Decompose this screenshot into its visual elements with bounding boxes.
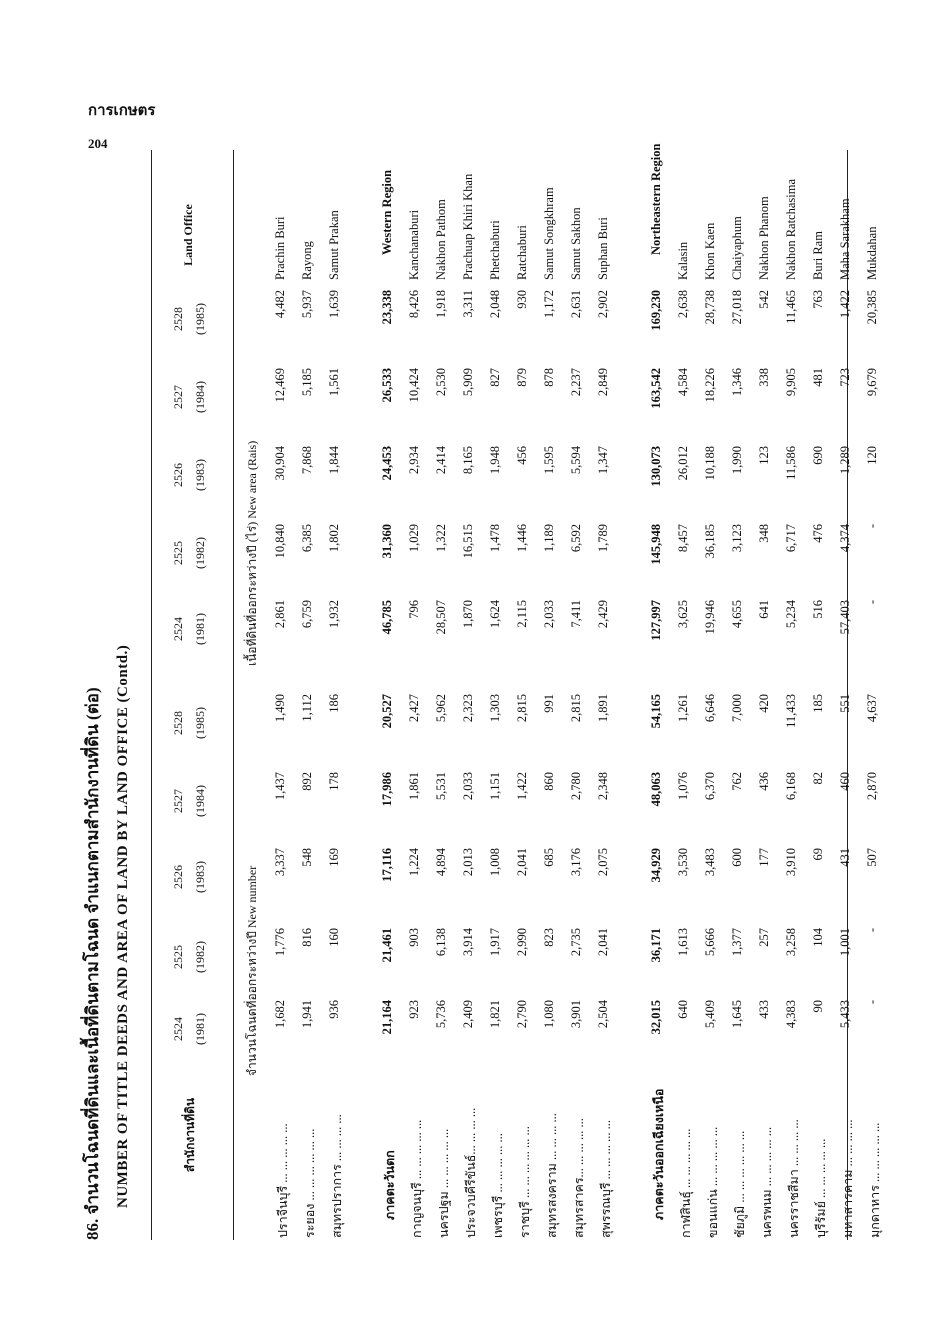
cell-number: 2,075 (596, 848, 610, 877)
cell-number: 3,910 (784, 848, 798, 877)
cell-area: 930 (515, 290, 529, 309)
cell-number: 5,962 (434, 694, 448, 723)
cell-area: 2,631 (569, 290, 583, 319)
cell-number: 1,821 (488, 1000, 502, 1029)
cell-area: 763 (811, 290, 825, 309)
cell-area: 46,785 (380, 600, 394, 635)
cell-area: 9,679 (865, 368, 879, 397)
cell-number: 257 (757, 928, 771, 947)
cell-area: 6,385 (300, 524, 314, 553)
cell-number: 2,013 (461, 848, 475, 877)
cell-number: - (865, 1000, 879, 1005)
cell-number: 860 (542, 772, 556, 791)
row-label-office: Nakhon Phanom (757, 196, 771, 280)
cell-area: 1,789 (596, 524, 610, 553)
cell-area: - (865, 600, 879, 605)
cell-area: 2,849 (596, 368, 610, 397)
cell-number: 1,377 (730, 928, 744, 957)
cell-number: 2,990 (515, 928, 529, 957)
cell-area: 18,226 (703, 368, 717, 403)
row-label-office: Northeastern Region (649, 143, 663, 255)
left-header: สำนักงานที่ดิน (183, 1097, 197, 1173)
cell-number: 36,171 (649, 928, 663, 963)
cell-number: 431 (838, 848, 852, 867)
cell-number: 1,941 (300, 1000, 314, 1029)
cell-area: 1,347 (596, 446, 610, 475)
cell-area: 8,457 (676, 524, 690, 553)
cell-number: 936 (327, 1000, 341, 1019)
year-header-ad: (1983) (193, 861, 207, 893)
cell-number: 1,303 (488, 694, 502, 723)
cell-number: 1,645 (730, 1000, 744, 1029)
cell-number: 685 (542, 848, 556, 867)
row-label-thai: นครปฐม ... ... ... ... ... (437, 1128, 451, 1238)
cell-area: 1,624 (488, 600, 502, 629)
cell-number: 185 (811, 694, 825, 713)
cell-number: 1,437 (273, 772, 287, 801)
cell-number: 69 (811, 848, 825, 861)
cell-number: 169 (327, 848, 341, 867)
cell-number: 1,001 (838, 928, 852, 957)
cell-area: 3,625 (676, 600, 690, 629)
cell-area: 348 (757, 524, 771, 543)
cell-number: 640 (676, 1000, 690, 1019)
row-label-thai: สมุทรปราการ ... ... ... ... (330, 1114, 344, 1238)
cell-area: 27,018 (730, 290, 744, 325)
year-header-ad: (1982) (193, 941, 207, 973)
cell-number: 3,530 (676, 848, 690, 877)
cell-area: 516 (811, 600, 825, 619)
cell-number: 3,176 (569, 848, 583, 877)
cell-area: 10,424 (407, 368, 421, 403)
cell-area: 6,717 (784, 524, 798, 553)
year-header-be: 2525 (171, 541, 185, 565)
year-header-be: 2527 (171, 385, 185, 409)
cell-area: 796 (407, 600, 421, 619)
cell-number: 1,682 (273, 1000, 287, 1029)
cell-number: 34,929 (649, 848, 663, 883)
header-rule (233, 150, 234, 1240)
row-label-thai: ชัยภูมิ ... ... ... ... ... ... (733, 1130, 747, 1238)
cell-number: 2,735 (569, 928, 583, 957)
group-label-area: เนื้อที่ดินที่ออกระหว่างปี (ไร่) New area (Rais) (245, 440, 259, 666)
cell-number: 20,527 (380, 694, 394, 729)
cell-area: 5,937 (300, 290, 314, 319)
cell-area: 28,738 (703, 290, 717, 325)
row-label-thai: กาฬสินธุ์ ... ... ... ... ... (679, 1128, 693, 1238)
row-label-office: Phetchaburi (488, 220, 502, 280)
year-header-ad: (1984) (193, 785, 207, 817)
cell-number: 1,080 (542, 1000, 556, 1029)
cell-area: 542 (757, 290, 771, 309)
cell-number: 1,422 (515, 772, 529, 801)
row-label-office: Prachuap Khiri Khan (461, 173, 475, 280)
cell-area: 23,338 (380, 290, 394, 325)
cell-number: 1,008 (488, 848, 502, 877)
cell-number: 104 (811, 928, 825, 947)
cell-number: 1,613 (676, 928, 690, 957)
year-header-be: 2528 (171, 307, 185, 331)
cell-number: 1,151 (488, 772, 502, 801)
cell-area: 9,905 (784, 368, 798, 397)
cell-number: 600 (730, 848, 744, 867)
year-header-ad: (1985) (193, 707, 207, 739)
cell-area: 3,311 (461, 290, 475, 318)
cell-number: 2,348 (596, 772, 610, 801)
table-title-thai: 86. จำนวนโฉนดที่ดินและเนื้อที่ดินตามโฉนด จำแนกตามสำนักงานที่ดิน (ต่อ) (83, 687, 102, 1240)
cell-number: 991 (542, 694, 556, 713)
cell-area: 11,465 (784, 290, 798, 324)
cell-number: 177 (757, 848, 771, 867)
cell-area: 3,123 (730, 524, 744, 553)
cell-area: 2,530 (434, 368, 448, 397)
cell-number: 2,427 (407, 694, 421, 723)
cell-number: 1,861 (407, 772, 421, 801)
cell-number: 2,870 (865, 772, 879, 801)
cell-area: 1,446 (515, 524, 529, 553)
row-label-thai: นครพนม ... ... ... ... ... (760, 1126, 774, 1238)
year-header-ad: (1985) (193, 303, 207, 335)
cell-area: 24,453 (380, 446, 394, 481)
cell-number: 3,258 (784, 928, 798, 957)
cell-area: 127,997 (649, 600, 663, 641)
row-label-office: Prachin Buri (273, 216, 287, 280)
row-label-thai: สุพรรณบุรี ... ... ... ... ... (599, 1119, 613, 1238)
cell-number: 11,433 (784, 694, 798, 728)
cell-number: 3,914 (461, 928, 475, 957)
cell-area: 145,948 (649, 524, 663, 565)
row-label-thai: เพชรบุรี ... ... ... ... ... (491, 1133, 505, 1238)
cell-area: 476 (811, 524, 825, 543)
cell-area: 11,586 (784, 446, 798, 480)
row-label-office: Ratchaburi (515, 225, 529, 280)
cell-number: 5,433 (838, 1000, 852, 1029)
cell-area: 827 (488, 368, 502, 387)
cell-number: 551 (838, 694, 852, 713)
cell-area: 1,289 (838, 446, 852, 475)
cell-number: 90 (811, 1000, 825, 1013)
cell-area: 28,507 (434, 600, 448, 635)
cell-number: 7,000 (730, 694, 744, 723)
cell-area: 19,946 (703, 600, 717, 635)
cell-number: 4,383 (784, 1000, 798, 1029)
cell-number: 6,370 (703, 772, 717, 801)
cell-number: 762 (730, 772, 744, 791)
cell-area: 6,759 (300, 600, 314, 629)
row-label-office: Suphan Buri (596, 217, 610, 280)
cell-number: 160 (327, 928, 341, 947)
row-label-thai: ราชบุรี ... ... ... ... ... ... (518, 1126, 532, 1238)
cell-number: 923 (407, 1000, 421, 1019)
cell-number: 82 (811, 772, 825, 785)
cell-number: 5,531 (434, 772, 448, 801)
cell-area: 8,165 (461, 446, 475, 475)
cell-number: 17,986 (380, 772, 394, 807)
row-label-office: Nakhon Pathom (434, 199, 448, 280)
row-label-office: Rayong (300, 241, 314, 280)
cell-number: 2,409 (461, 1000, 475, 1029)
cell-area: 5,185 (300, 368, 314, 397)
cell-area: 2,237 (569, 368, 583, 397)
cell-area: 1,172 (542, 290, 556, 319)
cell-number: 507 (865, 848, 879, 867)
cell-number: 1,776 (273, 928, 287, 957)
cell-number: - (865, 928, 879, 933)
cell-number: 2,790 (515, 1000, 529, 1029)
cell-area: 169,230 (649, 290, 663, 331)
cell-area: 2,934 (407, 446, 421, 475)
cell-area: 5,594 (569, 446, 583, 475)
cell-area: 120 (865, 446, 879, 465)
cell-number: 2,815 (569, 694, 583, 723)
cell-number: 2,041 (596, 928, 610, 957)
cell-number: 420 (757, 694, 771, 713)
cell-area: 1,802 (327, 524, 341, 553)
right-header: Land Office (181, 204, 195, 266)
cell-area: 26,533 (380, 368, 394, 403)
cell-area: 1,918 (434, 290, 448, 319)
cell-area: 8,426 (407, 290, 421, 319)
cell-area: 12,469 (273, 368, 287, 403)
cell-area: 57,403 (838, 600, 852, 635)
table-title-english: NUMBER OF TITLE DEEDS AND AREA OF LAND BY LAND OFFICE (Contd.) (115, 644, 131, 1208)
top-rule (151, 150, 152, 1240)
cell-number: 1,917 (488, 928, 502, 957)
cell-area: 7,868 (300, 446, 314, 475)
cell-area: 4,584 (676, 368, 690, 397)
page-category: การเกษตร (88, 103, 156, 119)
year-header-be: 2525 (171, 945, 185, 969)
cell-number: 1,112 (300, 694, 314, 722)
cell-area: 2,429 (596, 600, 610, 629)
cell-number: 32,015 (649, 1000, 663, 1035)
cell-area: 1,561 (327, 368, 341, 397)
row-label-thai: ระยอง ... ... ... ... ... ... (303, 1128, 317, 1238)
row-label-office: Nakhon Ratchasima (784, 178, 798, 280)
row-label-thai: ภาคตะวันตก (383, 1150, 397, 1220)
cell-number: 460 (838, 772, 852, 791)
row-label-thai: นครราชสีมา ... ... ... ... (787, 1119, 801, 1238)
cell-area: 2,115 (515, 600, 529, 628)
cell-number: 54,165 (649, 694, 663, 729)
cell-area: 5,234 (784, 600, 798, 629)
cell-area: 1,595 (542, 446, 556, 475)
cell-area: 36,185 (703, 524, 717, 559)
year-header-be: 2524 (171, 617, 185, 641)
cell-area: 31,360 (380, 524, 394, 559)
cell-number: 48,063 (649, 772, 663, 807)
row-label-office: Western Region (380, 169, 394, 255)
cell-area: 30,904 (273, 446, 287, 481)
cell-area: 1,990 (730, 446, 744, 475)
cell-number: 433 (757, 1000, 771, 1019)
cell-area: 130,073 (649, 446, 663, 487)
year-header-ad: (1984) (193, 381, 207, 413)
cell-area: 1,932 (327, 600, 341, 629)
cell-number: 2,323 (461, 694, 475, 723)
year-header-be: 2527 (171, 789, 185, 813)
cell-area: 481 (811, 368, 825, 387)
row-label-office: Kalasin (676, 241, 690, 280)
cell-number: 17,116 (380, 848, 394, 882)
cell-number: 436 (757, 772, 771, 791)
year-header-be: 2528 (171, 711, 185, 735)
cell-area: 641 (757, 600, 771, 619)
row-label-thai: ประจวบคีรีขันธ์... ... ... ... (464, 1107, 478, 1238)
cell-number: 21,461 (380, 928, 394, 963)
cell-area: 1,189 (542, 524, 556, 553)
row-label-thai: มหาสารคาม ... ... ... ... (841, 1119, 855, 1238)
cell-number: 1,224 (407, 848, 421, 877)
row-label-thai: บุรีรัมย์ ... ... ... ... ... (814, 1138, 828, 1238)
cell-number: 6,168 (784, 772, 798, 801)
cell-area: 1,346 (730, 368, 744, 397)
cell-area: 1,948 (488, 446, 502, 475)
cell-area: - (865, 524, 879, 529)
year-header-ad: (1982) (193, 537, 207, 569)
row-label-thai: สมุทรสงคราม ... ... ... ... (545, 1113, 559, 1238)
cell-number: 2,815 (515, 694, 529, 723)
cell-area: 4,374 (838, 524, 852, 553)
cell-area: 16,515 (461, 524, 475, 559)
row-label-thai: ปราจีนบุรี ... ... ... ... ... (276, 1123, 290, 1238)
cell-number: 4,894 (434, 848, 448, 877)
cell-area: 1,639 (327, 290, 341, 319)
cell-area: 7,411 (569, 600, 583, 628)
row-label-thai: กาญจนบุรี ... ... ... ... ... (410, 1119, 424, 1238)
cell-number: 548 (300, 848, 314, 867)
cell-number: 1,490 (273, 694, 287, 723)
cell-number: 6,646 (703, 694, 717, 723)
cell-number: 816 (300, 928, 314, 947)
row-label-thai: ภาคตะวันออกเฉียงเหนือ (652, 1088, 666, 1220)
cell-area: 20,385 (865, 290, 879, 325)
row-label-office: Khon Kaen (703, 222, 717, 280)
page-number: 204 (88, 136, 108, 151)
cell-area: 123 (757, 446, 771, 465)
cell-area: 2,033 (542, 600, 556, 629)
cell-number: 2,041 (515, 848, 529, 877)
cell-number: 2,033 (461, 772, 475, 801)
cell-area: 2,861 (273, 600, 287, 629)
cell-number: 823 (542, 928, 556, 947)
row-label-office: Samut Prakan (327, 210, 341, 280)
cell-number: 4,637 (865, 694, 879, 723)
cell-area: 6,592 (569, 524, 583, 553)
cell-area: 4,655 (730, 600, 744, 629)
rotated-table (75, 143, 882, 1240)
cell-area: 2,414 (434, 446, 448, 475)
row-label-thai: สมุทรสาคร... ... ... ... ... (572, 1118, 586, 1238)
year-header-ad: (1981) (193, 1013, 207, 1045)
cell-area: 4,482 (273, 290, 287, 319)
cell-number: 5,409 (703, 1000, 717, 1029)
cell-area: 2,638 (676, 290, 690, 319)
cell-number: 3,337 (273, 848, 287, 877)
cell-area: 1,870 (461, 600, 475, 629)
row-label-office: Samut Sakhon (569, 207, 583, 280)
year-header-ad: (1983) (193, 459, 207, 491)
cell-number: 178 (327, 772, 341, 791)
cell-number: 1,076 (676, 772, 690, 801)
cell-area: 1,844 (327, 446, 341, 475)
cell-number: 21,164 (380, 1000, 394, 1035)
cell-area: 1,478 (488, 524, 502, 553)
cell-number: 5,666 (703, 928, 717, 957)
cell-number: 5,736 (434, 1000, 448, 1029)
cell-area: 879 (515, 368, 529, 387)
cell-number: 903 (407, 928, 421, 947)
cell-number: 3,901 (569, 1000, 583, 1029)
cell-area: 456 (515, 446, 529, 465)
cell-area: 723 (838, 368, 852, 387)
cell-number: 2,780 (569, 772, 583, 801)
row-label-thai: ขอนแก่น ... ... ... ... ... (706, 1126, 720, 1238)
year-header-be: 2526 (171, 463, 185, 487)
row-label-office: Buri Ram (811, 231, 825, 280)
cell-area: 163,542 (649, 368, 663, 409)
year-header-be: 2526 (171, 865, 185, 889)
row-label-office: Maha Sarakham (838, 198, 852, 280)
cell-area: 878 (542, 368, 556, 387)
group-label-number: จำนวนโฉนดที่ออกระหว่างปี New number (245, 865, 259, 1076)
cell-number: 2,504 (596, 1000, 610, 1029)
cell-area: 1,322 (434, 524, 448, 553)
cell-number: 186 (327, 694, 341, 713)
cell-number: 3,483 (703, 848, 717, 877)
cell-area: 2,902 (596, 290, 610, 319)
row-label-office: Samut Songkhram (542, 187, 556, 280)
row-label-office: Kanchanaburi (407, 209, 421, 280)
year-header-be: 2524 (171, 1017, 185, 1041)
cell-number: 1,891 (596, 694, 610, 723)
row-label-office: Chaiyaphum (730, 216, 744, 280)
cell-number: 6,138 (434, 928, 448, 957)
cell-area: 26,012 (676, 446, 690, 481)
cell-number: 892 (300, 772, 314, 791)
row-label-office: Mukdahan (865, 226, 879, 280)
cell-area: 1,029 (407, 524, 421, 553)
cell-area: 1,422 (838, 290, 852, 319)
cell-area: 690 (811, 446, 825, 465)
cell-area: 10,840 (273, 524, 287, 559)
cell-area: 5,909 (461, 368, 475, 397)
cell-area: 2,048 (488, 290, 502, 319)
row-label-thai: มุกดาหาร ... ... ... ... ... (868, 1122, 882, 1238)
cell-area: 338 (757, 368, 771, 387)
cell-area: 10,188 (703, 446, 717, 481)
cell-number: 1,261 (676, 694, 690, 723)
year-header-ad: (1981) (193, 613, 207, 645)
